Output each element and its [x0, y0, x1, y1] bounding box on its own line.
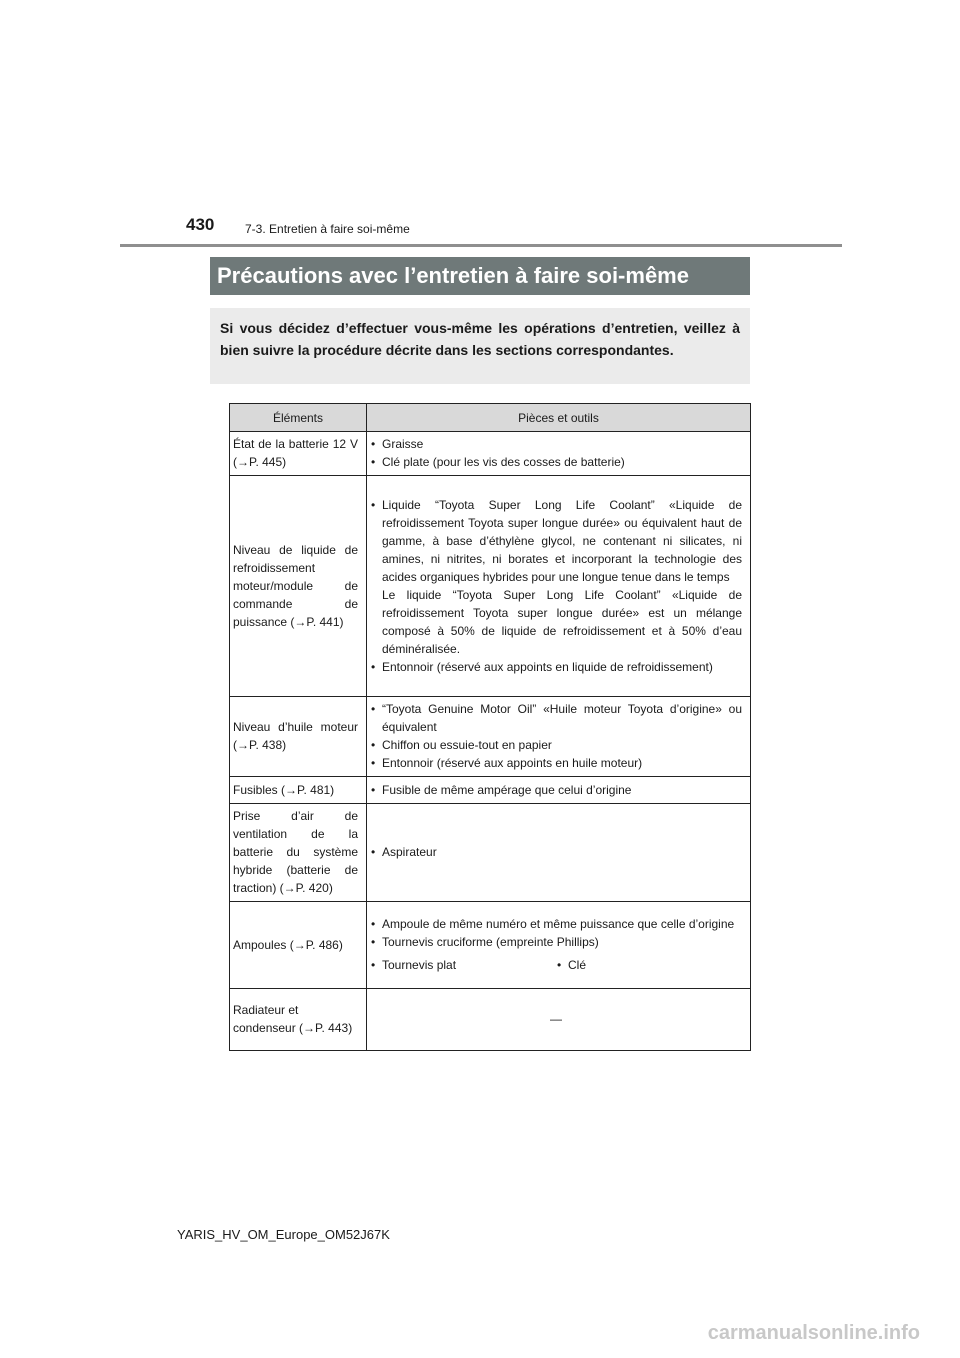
element-fuses: Fusibles (→P. 481) — [230, 777, 367, 804]
inline-tools-row — [370, 956, 742, 974]
list-item — [370, 496, 742, 658]
table-row — [230, 902, 751, 989]
table-row — [230, 476, 751, 697]
element-battery-vent: Prise d’air de ventilation de la batterie du système hybride (batterie de traction) (→P. 420) — [230, 804, 367, 902]
page-number: 430 — [186, 215, 215, 234]
section-header: 7-3. Entretien à faire soi-même — [245, 222, 410, 236]
tools-cell — [367, 804, 751, 902]
tools-cell — [367, 902, 751, 989]
intro-text: Si vous décidez d’effectuer vous-même les opérations d’entretien, veillez à bien suivre la procédure décrite dans les sections correspondantes. — [210, 308, 750, 384]
column-header-parts-tools: Pièces et outils — [367, 404, 751, 432]
list-item: • Tournevis cruciforme (empreinte Phillips) — [370, 933, 742, 951]
list-item: • Graisse — [370, 435, 742, 453]
list-item: • Clé — [556, 956, 742, 974]
tools-cell — [367, 476, 751, 697]
list-item: • Entonnoir (réservé aux appoints en huile moteur) — [370, 754, 742, 772]
watermark: carmanualsonline.info — [707, 1322, 920, 1344]
list-item: • Aspirateur — [370, 843, 742, 861]
list-item: • Ampoule de même numéro et même puissance que celle d’origine — [370, 915, 742, 933]
list-item: • Fusible de même ampérage que celui d’origine — [370, 781, 742, 799]
list-item: • Tournevis plat — [370, 956, 556, 974]
list-item-text: Liquide “Toyota Super Long Life Coolant” «Liquide de refroidissement Toyota super longue durée» ou équivalent haut de gamme, à base d’éthylène glycol, ne contenant ni silicates, ni amines, ni nitrites, ni borates et incorporant la technologie des acides organiques hybrides pour une longue tenue dans le temps — [382, 497, 742, 584]
element-radiator: Radiateur et condenseur (→P. 443) — [230, 989, 367, 1051]
list-item: • “Toyota Genuine Motor Oil” «Huile moteur Toyota d’origine» ou équivalent — [370, 700, 742, 736]
table-row — [230, 432, 751, 476]
list-item: • Clé plate (pour les vis des cosses de batterie) — [370, 453, 742, 471]
table-row — [230, 697, 751, 777]
table-row — [230, 777, 751, 804]
element-bulbs: Ampoules (→P. 486) — [230, 902, 367, 989]
tools-cell — [367, 432, 751, 476]
tools-cell — [367, 697, 751, 777]
coolant-note: Le liquide “Toyota Super Long Life Coolant” «Liquide de refroidissement Toyota super longue durée» est un mélange composé à 50% de liquide de refroidissement et à 50% d’eau déminéralisée. — [382, 587, 742, 656]
table-row — [230, 989, 751, 1051]
table-row — [230, 804, 751, 902]
page-title: Précautions avec l’entretien à faire soi-même — [210, 257, 750, 295]
table-header-row — [230, 404, 751, 432]
list-item: • Entonnoir (réservé aux appoints en liquide de refroidissement) — [370, 658, 742, 676]
element-coolant: Niveau de liquide de refroidissement moteur/module de commande de puissance (→P. 441) — [230, 476, 367, 697]
parts-table — [229, 403, 751, 1051]
tools-cell — [367, 777, 751, 804]
list-item: • Chiffon ou essuie-tout en papier — [370, 736, 742, 754]
element-engine-oil: Niveau d’huile moteur (→P. 438) — [230, 697, 367, 777]
header-divider — [120, 244, 842, 247]
no-tools-dash: — — [367, 989, 751, 1051]
element-battery: État de la batterie 12 V (→P. 445) — [230, 432, 367, 476]
column-header-elements: Éléments — [230, 404, 367, 432]
footer-doc-id: YARIS_HV_OM_Europe_OM52J67K — [177, 1227, 390, 1242]
